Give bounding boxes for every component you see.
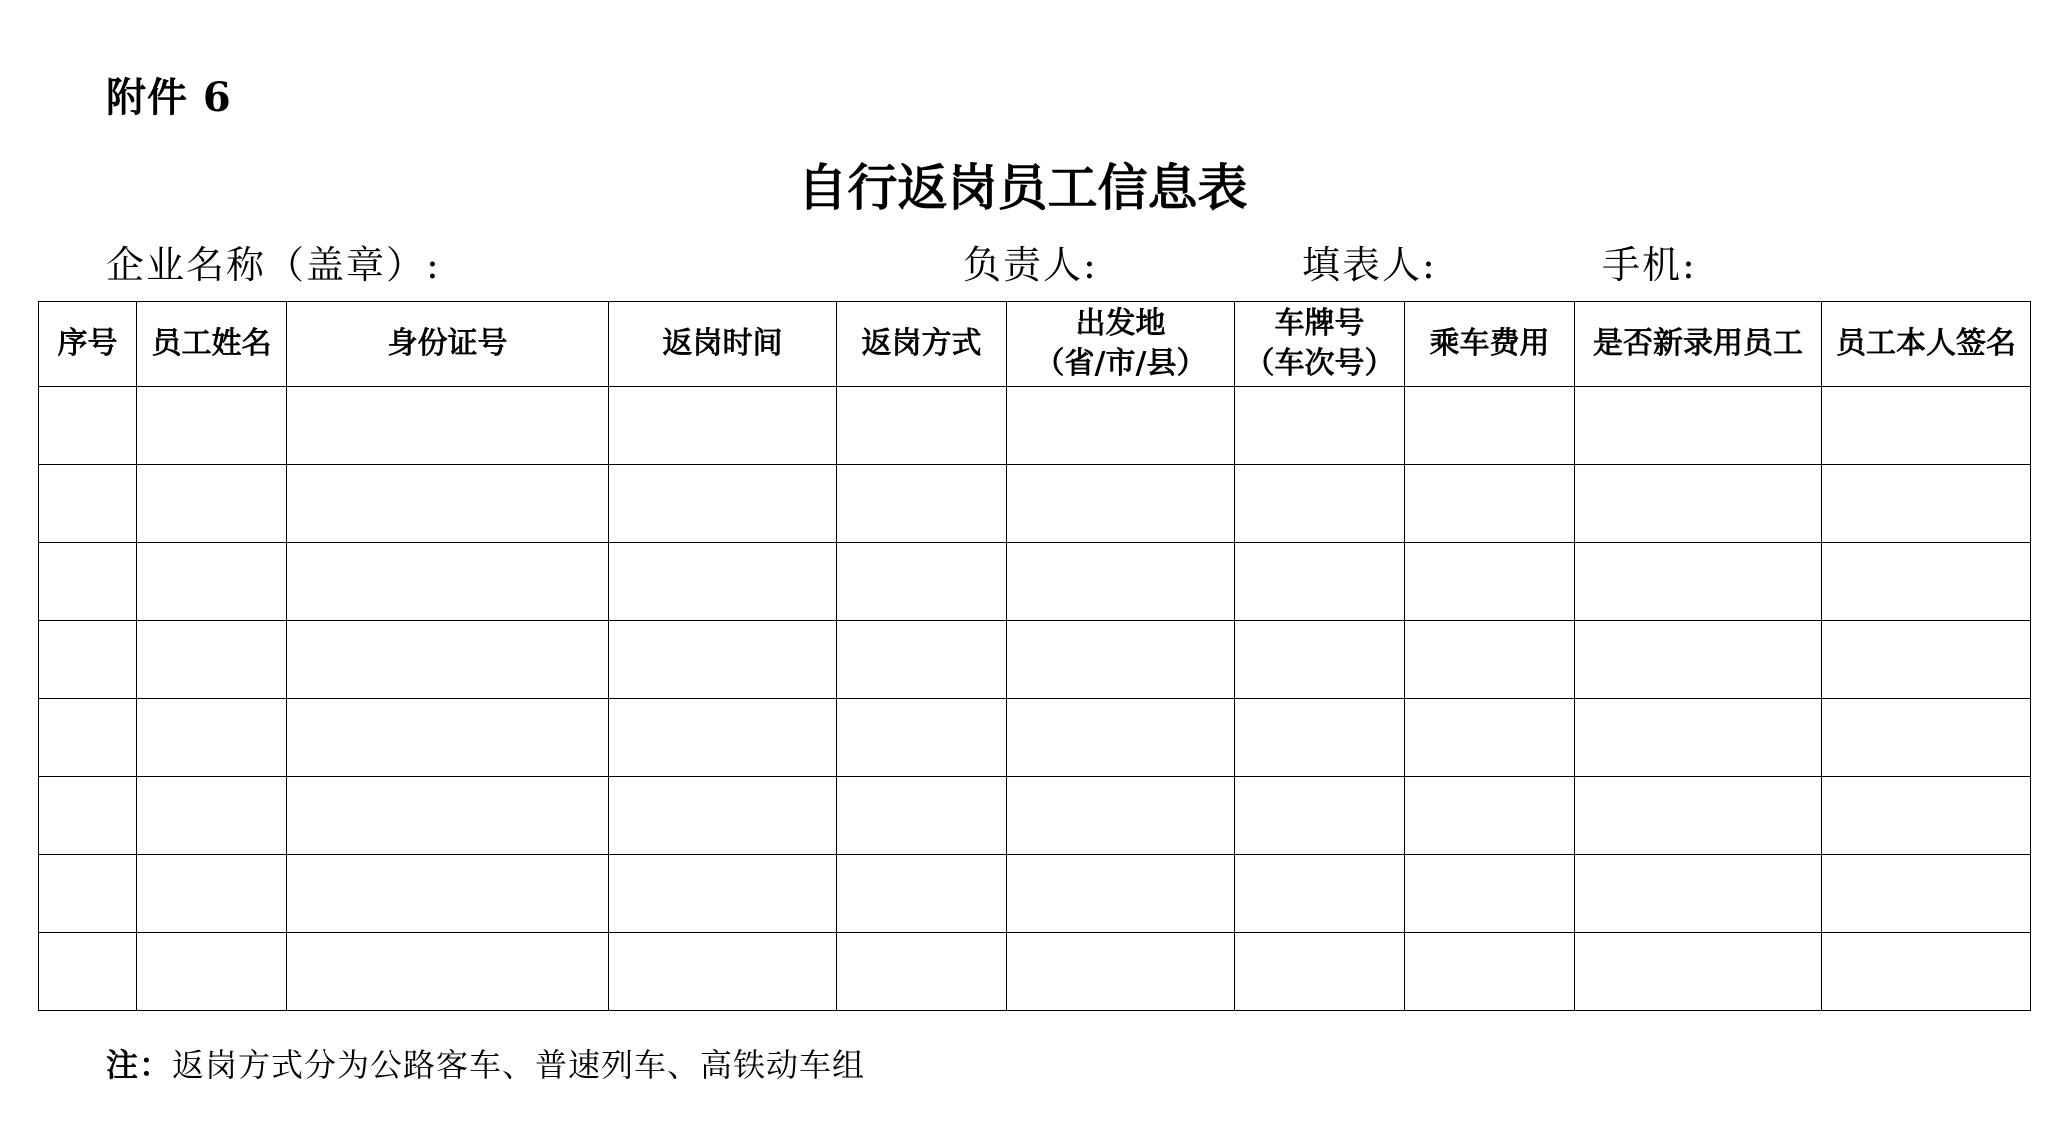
table-cell-empty[interactable] — [837, 465, 1007, 543]
table-cell-empty[interactable] — [287, 855, 609, 933]
table-cell-empty[interactable] — [609, 465, 837, 543]
table-cell-empty[interactable] — [39, 699, 137, 777]
table-cell-empty[interactable] — [1235, 699, 1405, 777]
form-filler-label: 填表人: — [1302, 243, 1437, 287]
table-cell-empty[interactable] — [1007, 465, 1235, 543]
table-cell-empty[interactable] — [1007, 387, 1235, 465]
footnote-label: 注： — [106, 1046, 173, 1084]
table-cell-empty[interactable] — [1822, 543, 2031, 621]
table-row — [39, 855, 2031, 933]
table-header-row — [39, 302, 2031, 387]
table-cell-empty[interactable] — [1405, 465, 1575, 543]
table-cell-empty[interactable] — [137, 543, 287, 621]
table-cell-empty[interactable] — [137, 933, 287, 1011]
employee-info-table — [38, 301, 2031, 1011]
table-cell-empty[interactable] — [137, 465, 287, 543]
table-cell-empty[interactable] — [1575, 933, 1822, 1011]
table-cell-empty[interactable] — [609, 777, 837, 855]
table-row — [39, 387, 2031, 465]
table-cell-empty[interactable] — [837, 933, 1007, 1011]
column-header-return-method: 返岗方式 — [837, 302, 1007, 387]
table-cell-empty[interactable] — [1007, 933, 1235, 1011]
table-cell-empty[interactable] — [1822, 777, 2031, 855]
table-body — [39, 387, 2031, 1011]
table-row — [39, 465, 2031, 543]
table-cell-empty[interactable] — [1405, 933, 1575, 1011]
table-cell-empty[interactable] — [39, 933, 137, 1011]
table-cell-empty[interactable] — [1235, 933, 1405, 1011]
footnote-text: 返岗方式分为公路客车、普速列车、高铁动车组 — [172, 1046, 866, 1084]
column-header-id-number: 身份证号 — [287, 302, 609, 387]
table-cell-empty[interactable] — [609, 543, 837, 621]
table-cell-empty[interactable] — [287, 777, 609, 855]
table-row — [39, 933, 2031, 1011]
table-cell-empty[interactable] — [1405, 855, 1575, 933]
table-cell-empty[interactable] — [837, 543, 1007, 621]
table-cell-empty[interactable] — [287, 699, 609, 777]
table-cell-empty[interactable] — [1235, 387, 1405, 465]
table-cell-empty[interactable] — [1007, 777, 1235, 855]
table-cell-empty[interactable] — [137, 855, 287, 933]
table-cell-empty[interactable] — [137, 777, 287, 855]
table-cell-empty[interactable] — [1405, 621, 1575, 699]
table-cell-empty[interactable] — [609, 387, 837, 465]
table-cell-empty[interactable] — [1235, 777, 1405, 855]
table-cell-empty[interactable] — [837, 855, 1007, 933]
column-header-departure-place: 出发地 （省/市/县） — [1007, 302, 1235, 387]
table-cell-empty[interactable] — [1235, 543, 1405, 621]
table-cell-empty[interactable] — [39, 465, 137, 543]
table-cell-empty[interactable] — [1235, 855, 1405, 933]
person-in-charge-label: 负责人: — [963, 243, 1098, 287]
table-row — [39, 699, 2031, 777]
table-row — [39, 621, 2031, 699]
table-cell-empty[interactable] — [1822, 465, 2031, 543]
table-cell-empty[interactable] — [1007, 699, 1235, 777]
table-row — [39, 543, 2031, 621]
table-cell-empty[interactable] — [609, 699, 837, 777]
column-header-fare: 乘车费用 — [1405, 302, 1575, 387]
table-cell-empty[interactable] — [287, 387, 609, 465]
table-cell-empty[interactable] — [1575, 465, 1822, 543]
table-cell-empty[interactable] — [837, 621, 1007, 699]
table-cell-empty[interactable] — [287, 621, 609, 699]
table-cell-empty[interactable] — [1405, 543, 1575, 621]
table-cell-empty[interactable] — [1822, 855, 2031, 933]
table-cell-empty[interactable] — [137, 387, 287, 465]
table-cell-empty[interactable] — [609, 855, 837, 933]
table-cell-empty[interactable] — [837, 387, 1007, 465]
column-header-serial-number: 序号 — [39, 302, 137, 387]
table-cell-empty[interactable] — [1007, 621, 1235, 699]
table-cell-empty[interactable] — [1405, 777, 1575, 855]
table-cell-empty[interactable] — [1822, 933, 2031, 1011]
table-cell-empty[interactable] — [1575, 543, 1822, 621]
table-cell-empty[interactable] — [287, 465, 609, 543]
table-cell-empty[interactable] — [1575, 387, 1822, 465]
table-cell-empty[interactable] — [137, 699, 287, 777]
table-cell-empty[interactable] — [609, 621, 837, 699]
table-cell-empty[interactable] — [837, 699, 1007, 777]
table-cell-empty[interactable] — [39, 777, 137, 855]
column-header-employee-name: 员工姓名 — [137, 302, 287, 387]
column-header-plate-number: 车牌号 （车次号） — [1235, 302, 1405, 387]
phone-label: 手机: — [1602, 243, 1697, 287]
table-cell-empty[interactable] — [1007, 855, 1235, 933]
column-header-signature: 员工本人签名 — [1822, 302, 2031, 387]
table-cell-empty[interactable] — [837, 777, 1007, 855]
table-cell-empty[interactable] — [1822, 387, 2031, 465]
table-cell-empty[interactable] — [287, 543, 609, 621]
table-cell-empty[interactable] — [1405, 699, 1575, 777]
table-cell-empty[interactable] — [1235, 621, 1405, 699]
column-header-new-hire: 是否新录用员工 — [1575, 302, 1822, 387]
table-cell-empty[interactable] — [39, 855, 137, 933]
table-cell-empty[interactable] — [1575, 699, 1822, 777]
table-row — [39, 777, 2031, 855]
table-cell-empty[interactable] — [1575, 855, 1822, 933]
table-cell-empty[interactable] — [137, 621, 287, 699]
footnote — [106, 1040, 865, 1086]
table-cell-empty[interactable] — [609, 933, 837, 1011]
table-cell-empty[interactable] — [39, 387, 137, 465]
table-cell-empty[interactable] — [1405, 387, 1575, 465]
table-cell-empty[interactable] — [1007, 543, 1235, 621]
table-cell-empty[interactable] — [287, 933, 609, 1011]
table-cell-empty[interactable] — [1235, 465, 1405, 543]
table-cell-empty[interactable] — [39, 621, 137, 699]
attachment-label: 附件 6 — [106, 74, 232, 121]
table-cell-empty[interactable] — [39, 543, 137, 621]
table-cell-empty[interactable] — [1822, 621, 2031, 699]
column-header-return-time: 返岗时间 — [609, 302, 837, 387]
table-cell-empty[interactable] — [1575, 777, 1822, 855]
company-name-label: 企业名称（盖章）: — [106, 243, 441, 287]
table-cell-empty[interactable] — [1822, 699, 2031, 777]
form-title: 自行返岗员工信息表 — [797, 159, 1248, 217]
table-cell-empty[interactable] — [1575, 621, 1822, 699]
